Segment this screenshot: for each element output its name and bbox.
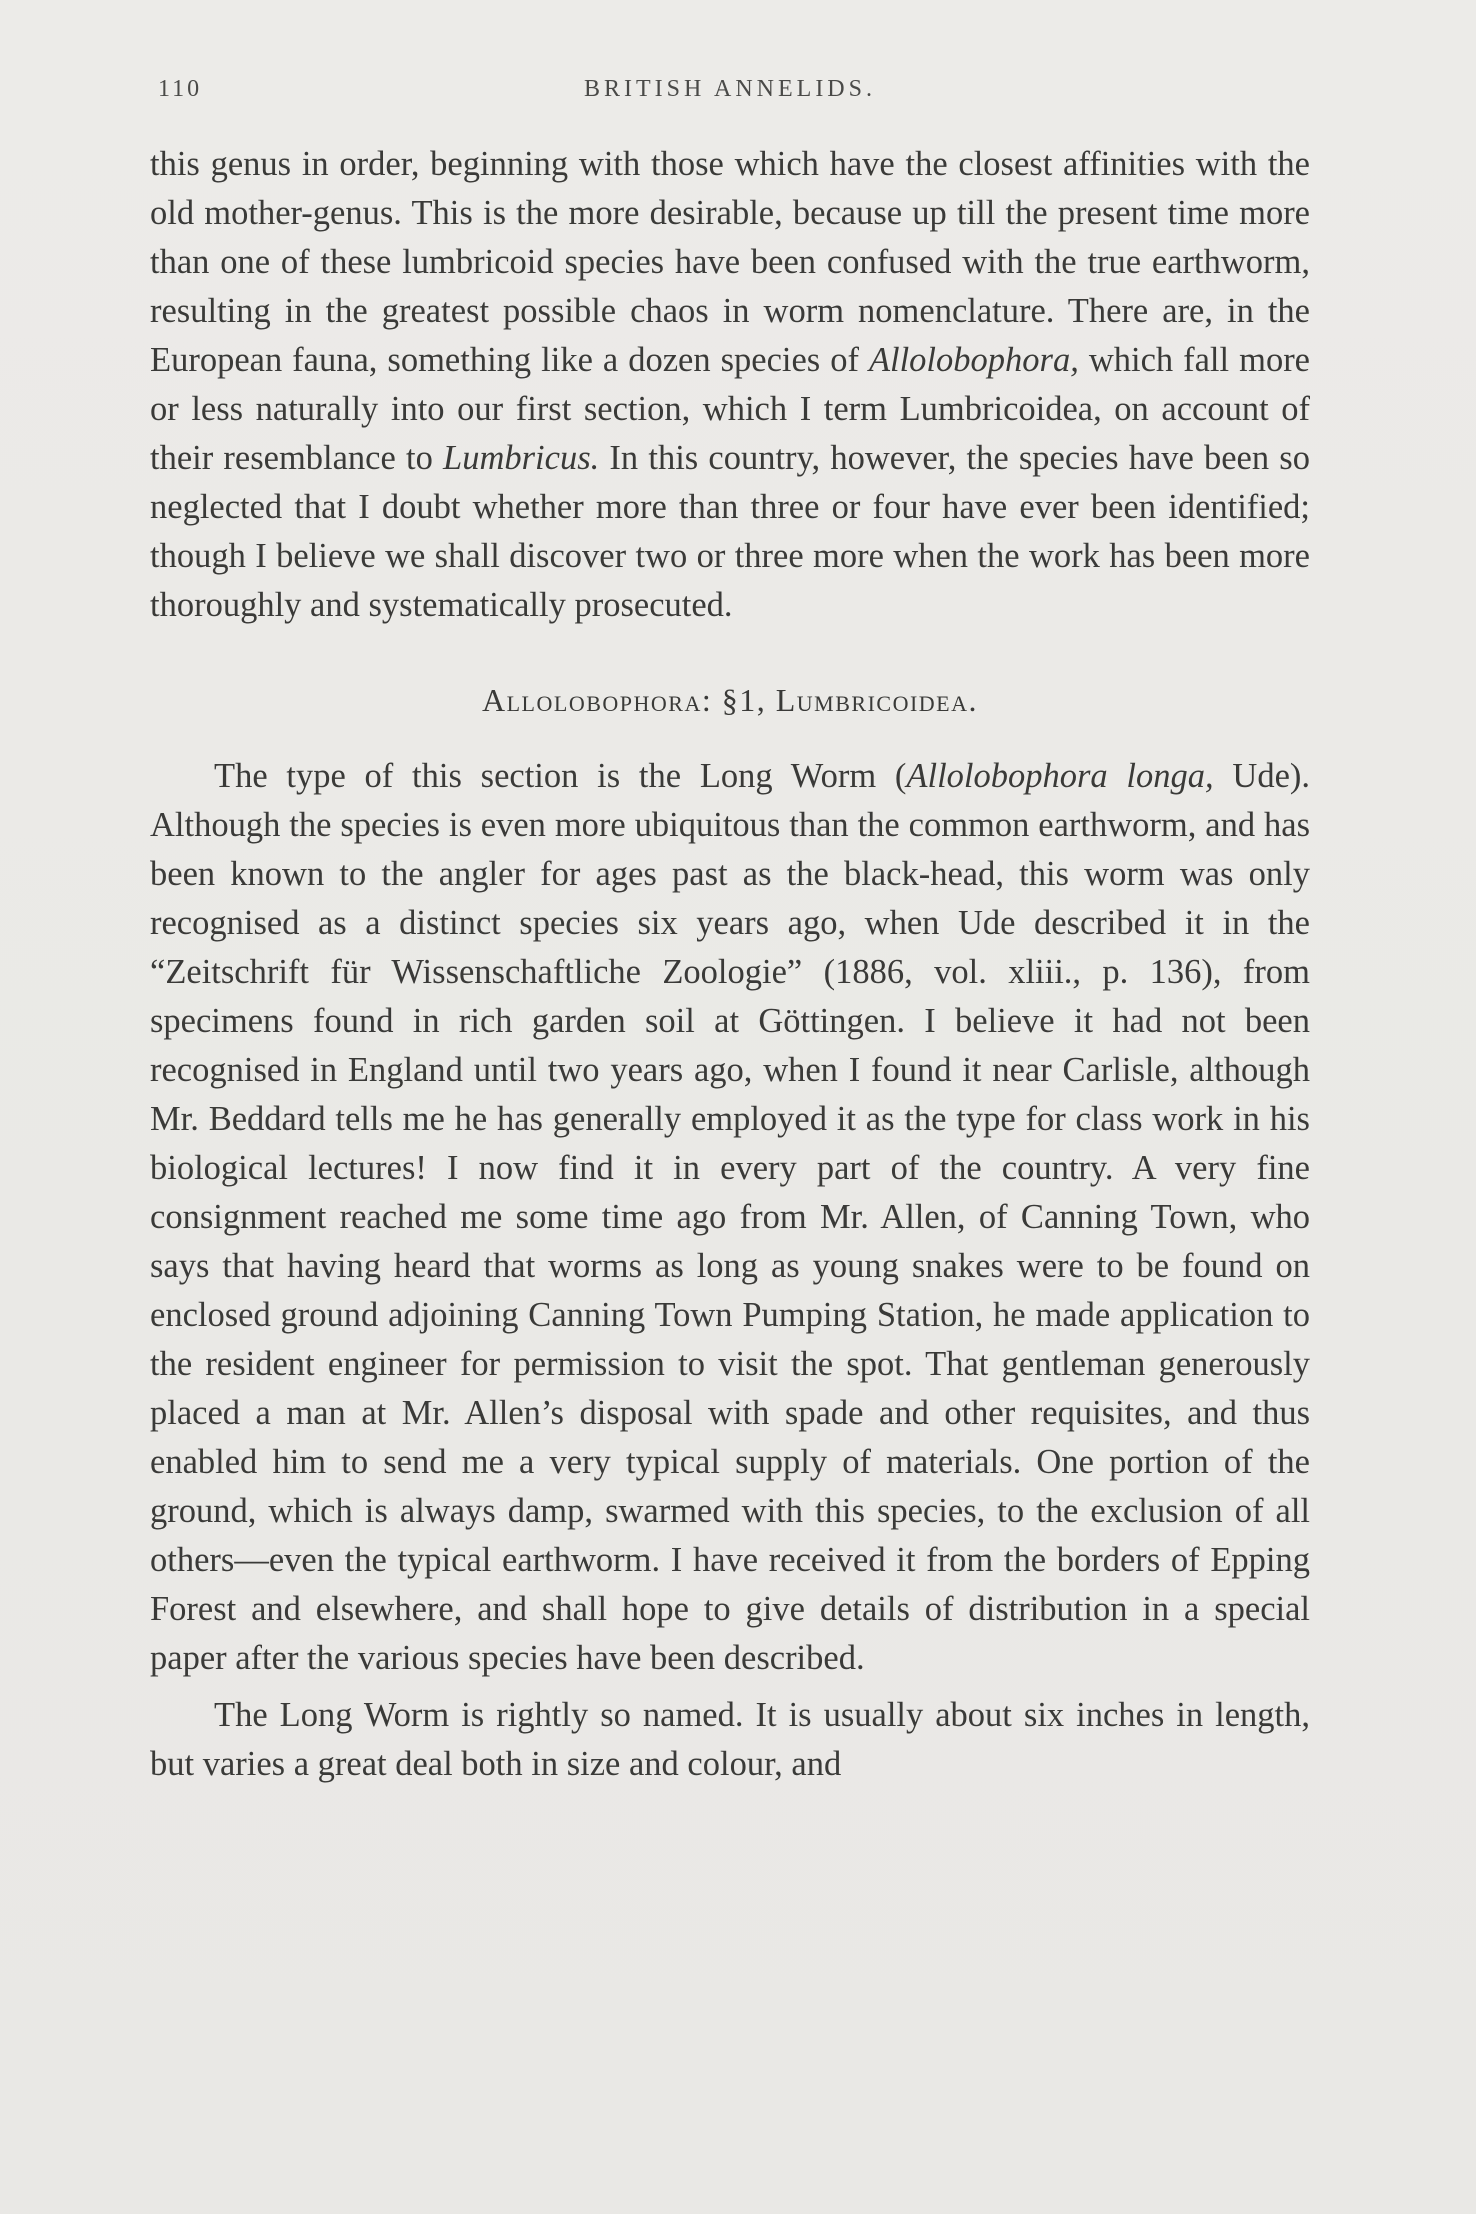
page-number: 110 [158,76,203,102]
paragraph-continued [150,140,1310,630]
body-text [150,140,1310,1789]
running-title: BRITISH ANNELIDS. [583,76,876,102]
species-name-italic: Allolobophora longa, [906,757,1214,795]
genus-name-italic: Lumbricus. [443,439,600,477]
paragraph-long-worm-type [150,752,1310,1683]
paragraph-text: The Long Worm is rightly so named. It is usually about six inches in length, but varies a great deal both in size and colour, and [150,1696,1310,1783]
section-heading: Allolobophora: §1, Lumbricoidea. [482,682,978,718]
genus-name-italic: Allolobophora, [868,341,1079,379]
paragraph-text: this genus in order, beginning with those which have the closest affinities with the old mother-genus. This is the more desirable, because up till the present time more than one of these lumbricoid species have been confused with the true earthworm, resulting in the greatest possible chaos in worm nomenclature. There are, in the European fauna, something like a dozen species of [150,145,1310,379]
running-head [150,72,1310,112]
paragraph-text: Ude). Although the species is even more ubiquitous than the common earthworm, and has been known to the angler for ages past as the black-head, this worm was only recognised as a distinct species six years ago, when Ude described it in the “Zeitschrift für Wissenschaftliche Zoologie” (1886, vol. xliii., p. 136), from specimens found in rich garden soil at Göttingen. I believe it had not been recognised in England until two years ago, when I found it near Carlisle, although Mr. Beddard tells me he has generally employed it as the type for class work in his biological lectures! I now find it in every part of the country. A very fine consignment reached me some time ago from Mr. Allen, of Canning Town, who says that having heard that worms as long as young snakes were to be found on enclosed ground adjoining Canning Town Pumping Station, he made application to the resident engineer for permission to visit the spot. That gentleman generously placed a man at Mr. Allen’s disposal with spade and other requisites, and thus enabled him to send me a very typical supply of materials. One portion of the ground, which is always damp, swarmed with this species, to the exclusion of all others—even the typical earthworm. I have received it from the borders of Epping Forest and elsewhere, and shall hope to give details of distribution in a special paper after the various species have been described. [150,757,1310,1677]
paragraph-text: In this country, however, the species have been so neglected that I doubt whether more than three or four have ever been identified; though I believe we shall discover two or three more when the work has been more thoroughly and systematically prosecuted. [150,439,1310,624]
paragraph-long-worm-size [150,1691,1310,1789]
paragraph-text: which fall more or less naturally into our first section, which I term Lumbricoidea, on account of their resemblance to [150,341,1310,477]
paragraph-text: The type of this section is the Long Worm ( [214,757,907,795]
